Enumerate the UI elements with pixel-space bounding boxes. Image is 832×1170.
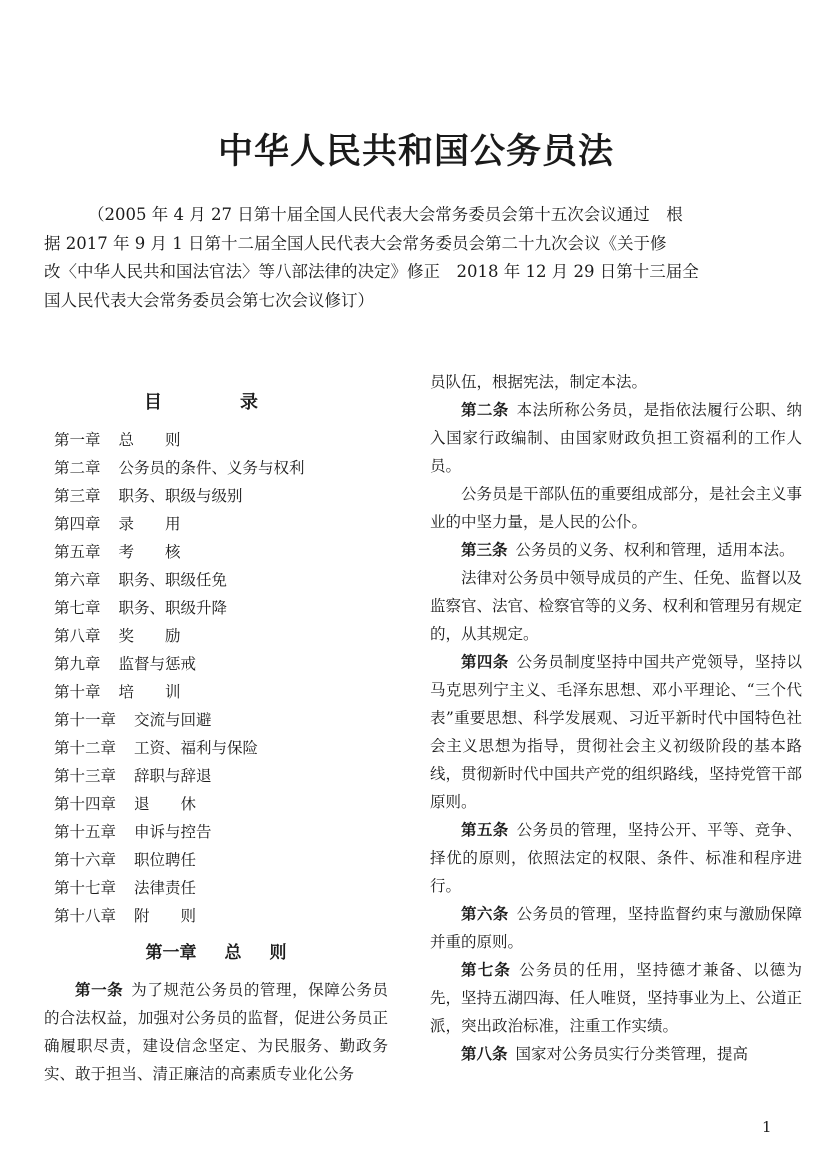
toc-chapter-title: 附 则: [134, 907, 197, 925]
preamble-line: （2005 年 4 月 27 日第十届全国人民代表大会常务委员会第十五次会议通过 根: [88, 205, 683, 224]
article-paragraph: [430, 900, 802, 956]
toc-chapter-title: 考 核: [118, 543, 181, 561]
toc-chapter-number: 第六章: [54, 571, 101, 589]
article-label: 第五条: [461, 821, 509, 839]
article-label: 第六条: [461, 905, 509, 923]
article-label: 第七条: [461, 961, 512, 979]
toc-item[interactable]: [44, 454, 388, 482]
article-text: 公务员的任用，坚持德才兼备、以德为先，坚持五湖四海、任人唯贤，坚持事业为上、公道正派，突出政治标准，注重工作实绩。: [430, 961, 803, 1035]
toc-chapter-number: 第三章: [54, 487, 101, 505]
article-paragraph: [44, 976, 388, 1088]
article-paragraph: [430, 1040, 802, 1068]
toc-chapter-title: 职务、职级任免: [118, 571, 228, 589]
toc-chapter-title: 交流与回避: [134, 711, 212, 729]
toc-chapter-number: 第十七章: [54, 879, 117, 897]
article-text: 公务员的管理，坚持监督约束与激励保障并重的原则。: [430, 905, 802, 951]
article-paragraph: [430, 480, 802, 536]
article-paragraph: [430, 816, 802, 900]
article-paragraph: [430, 396, 802, 480]
chapter-heading: [44, 940, 388, 966]
toc-item[interactable]: [44, 594, 388, 622]
article-text: 公务员的管理，坚持公开、平等、竞争、择优的原则，依照法定的权限、条件、标准和程序进行。: [430, 821, 802, 895]
preamble-line: 改〈中华人民共和国法官法〉等八部法律的决定》修正 2018 年 12 月 29 日第十三届全: [44, 262, 699, 281]
article-paragraph: [430, 564, 802, 648]
chapter-number: 第一章: [145, 943, 197, 963]
toc-item[interactable]: [44, 790, 388, 818]
toc-chapter-title: 退 休: [134, 795, 197, 813]
toc-chapter-number: 第十四章: [54, 795, 117, 813]
toc-chapter-number: 第十一章: [54, 711, 117, 729]
toc-chapter-title: 公务员的条件、义务与权利: [118, 459, 305, 477]
article-text: 本法所称公务员，是指依法履行公职、纳入国家行政编制、由国家财政负担工资福利的工作人员。: [430, 401, 802, 475]
toc-chapter-title: 录 用: [118, 515, 181, 533]
article-label: 第二条: [461, 401, 509, 419]
toc-chapter-number: 第十二章: [54, 739, 117, 757]
article-text: 公务员的义务、权利和管理，适用本法。: [515, 541, 795, 559]
toc-item[interactable]: [44, 846, 388, 874]
left-column: [44, 388, 388, 1088]
toc-item[interactable]: [44, 678, 388, 706]
toc-chapter-title: 辞职与辞退: [134, 767, 212, 785]
toc-chapter-title: 奖 励: [118, 627, 181, 645]
toc-chapter-title: 法律责任: [134, 879, 197, 897]
continuation-text: 员队伍，根据宪法，制定本法。: [430, 373, 648, 391]
right-column: [430, 368, 802, 1068]
toc-item[interactable]: [44, 818, 388, 846]
toc-item[interactable]: [44, 426, 388, 454]
toc-item[interactable]: [44, 902, 388, 930]
table-of-contents: [44, 426, 388, 930]
toc-chapter-number: 第一章: [54, 431, 101, 449]
toc-chapter-number: 第七章: [54, 599, 101, 617]
article-paragraph: [430, 956, 802, 1040]
toc-item[interactable]: [44, 566, 388, 594]
toc-chapter-number: 第十五章: [54, 823, 117, 841]
toc-chapter-number: 第八章: [54, 627, 101, 645]
article-label: 第三条: [461, 541, 508, 559]
preamble-line: 国人民代表大会常务委员会第七次会议修订）: [44, 290, 374, 310]
toc-chapter-title: 申诉与控告: [134, 823, 212, 841]
toc-item[interactable]: [44, 482, 388, 510]
article-text: 公务员制度坚持中国共产党领导，坚持以马克思列宁主义、毛泽东思想、邓小平理论、“三个代表”重要思想、科学发展观、习近平新时代中国特色社会主义思想为指导，贯彻社会主义初级阶段的基本路线，贯彻新时代中国共产党的组织路线，坚持党管干部原则。: [430, 653, 803, 811]
toc-item[interactable]: [44, 622, 388, 650]
toc-chapter-number: 第五章: [54, 543, 101, 561]
toc-chapter-title: 职务、职级与级别: [118, 487, 243, 505]
toc-title: 目 录: [144, 392, 288, 413]
toc-item[interactable]: [44, 510, 388, 538]
chapter-name-part: 则: [269, 943, 287, 963]
article-text: 国家对公务员实行分类管理，提高: [515, 1045, 749, 1063]
article-label: 第八条: [461, 1045, 508, 1063]
toc-chapter-title: 工资、福利与保险: [134, 739, 259, 757]
toc-item[interactable]: [44, 706, 388, 734]
toc-chapter-number: 第二章: [54, 459, 101, 477]
article-text: 为了规范公务员的管理，保障公务员的合法权益，加强对公务员的监督，促进公务员正确履职尽责，建设信念坚定、为民服务、勤政务实、敢于担当、清正廉洁的高素质专业化公务: [44, 981, 388, 1083]
page-number: 1: [762, 1118, 772, 1136]
article-text: 法律对公务员中领导成员的产生、任免、监督以及监察官、法官、检察官等的义务、权利和管理另有规定的，从其规定。: [430, 569, 803, 643]
toc-item[interactable]: [44, 734, 388, 762]
document-title: 中华人民共和国公务员法: [217, 132, 614, 172]
article-paragraph: [430, 536, 802, 564]
toc-item[interactable]: [44, 650, 388, 678]
toc-chapter-number: 第十八章: [54, 907, 117, 925]
preamble: [44, 201, 788, 315]
article-text: 公务员是干部队伍的重要组成部分，是社会主义事业的中坚力量，是人民的公仆。: [430, 485, 803, 531]
toc-chapter-title: 培 训: [118, 683, 181, 701]
article-label: 第四条: [461, 653, 509, 671]
toc-chapter-title: 职位聘任: [134, 851, 197, 869]
article-label: 第一条: [75, 981, 124, 999]
toc-chapter-title: 职务、职级升降: [118, 599, 228, 617]
article-paragraph: [430, 648, 802, 816]
preamble-line: 据 2017 年 9 月 1 日第十二届全国人民代表大会常务委员会第二十九次会议《关于修: [44, 233, 667, 253]
toc-item[interactable]: [44, 538, 388, 566]
toc-item[interactable]: [44, 762, 388, 790]
toc-chapter-number: 第四章: [54, 515, 101, 533]
toc-chapter-title: 总 则: [118, 431, 181, 449]
toc-chapter-title: 监督与惩戒: [118, 655, 197, 673]
toc-chapter-number: 第九章: [54, 655, 101, 673]
toc-chapter-number: 第十三章: [54, 767, 117, 785]
toc-item[interactable]: [44, 874, 388, 902]
toc-chapter-number: 第十六章: [54, 851, 117, 869]
chapter-name-part: 总: [224, 943, 242, 963]
toc-chapter-number: 第十章: [54, 683, 101, 701]
